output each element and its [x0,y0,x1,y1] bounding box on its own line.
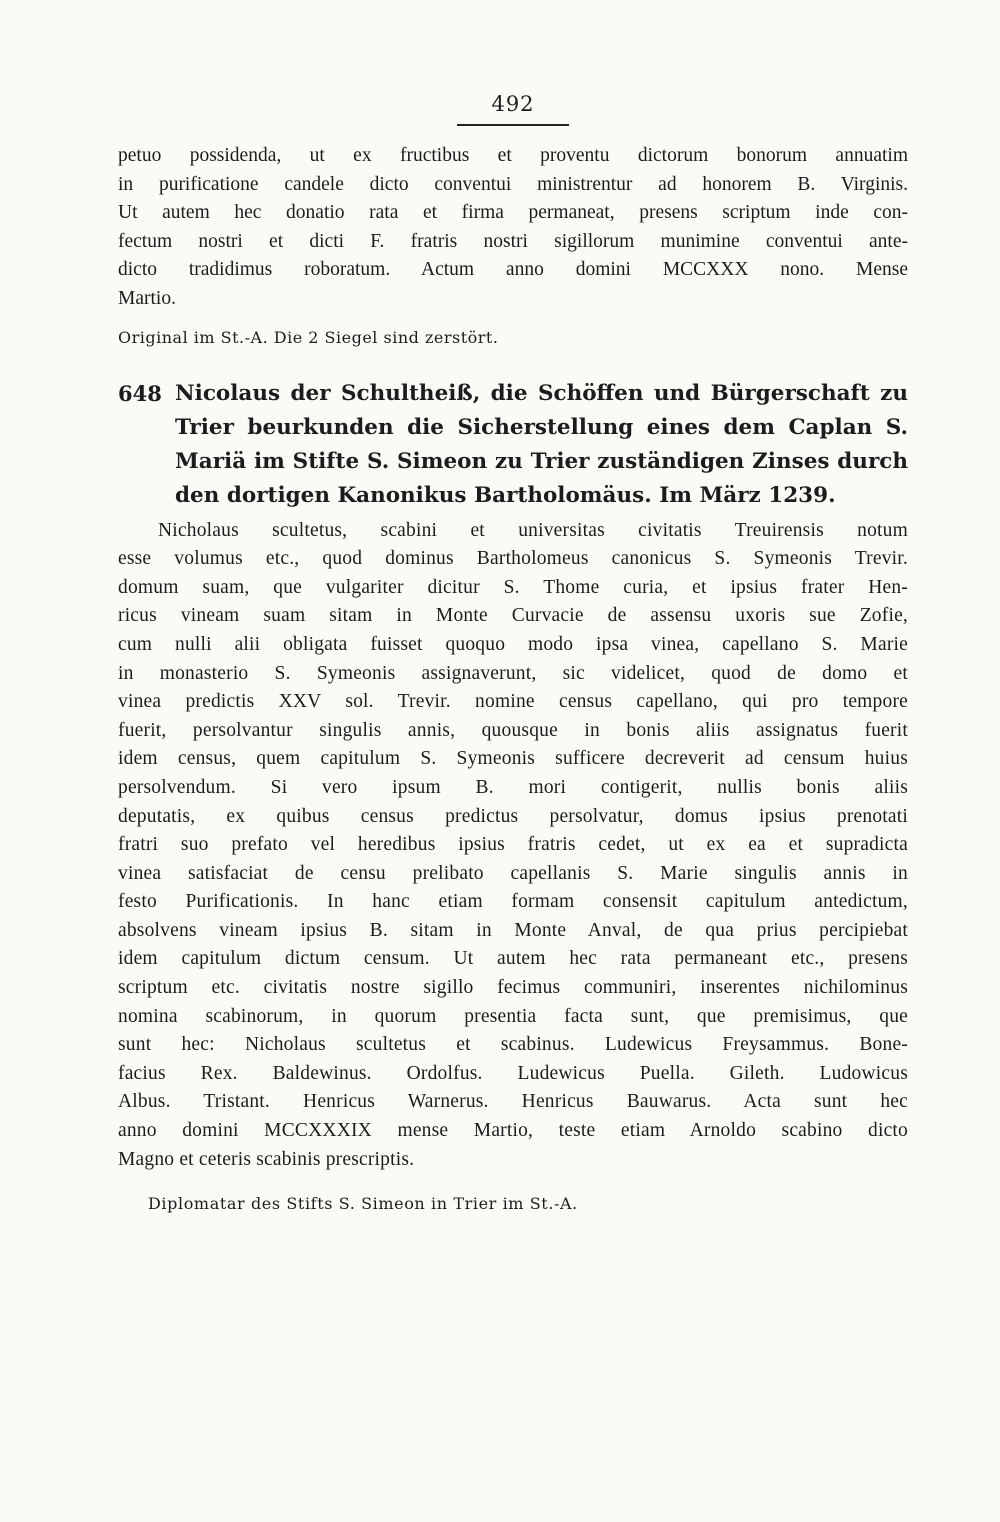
text-line: vinea predictis XXV sol. Trevir. nomine census capellano, qui pro tempore [118,691,908,713]
text-line: cum nulli alii obligata fuisset quoquo modo ipsa vinea, capellano S. Marie [118,633,908,655]
text-line: nomina scabinorum, in quorum presentia facta sunt, que premisimus, que [118,1005,908,1027]
text-line: esse volumus etc., quod dominus Bartholomeus canonicus S. Symeonis Trevir. [118,548,908,570]
page-number-rule [457,124,569,126]
text-line: Nicholaus scultetus, scabini et universitas civitatis Treuirensis notum [158,519,908,541]
text-line: festo Purificationis. In hanc etiam formam consensit capitulum antedictum, [118,891,908,913]
text-line: in purificatione candele dicto conventui ministrentur ad honorem B. Virginis. [118,173,908,195]
document-text [118,517,908,1175]
text-line: absolvens vineam ipsius B. sitam in Monte Anval, de qua prius percipiebat [118,919,908,941]
page-number: 492 [491,92,535,116]
entry-summary: Nicolaus der Schultheiß, die Schöffen und Bürgerschaft zu Trier beurkunden die Sicherstellung eines dem Caplan S. Mariä im Stifte S. Simeon zu Trier zuständigen Zinses durch den dortigen Kanonikus Bartholomäus. Im März 1239. [175,380,908,508]
text-line: persolvendum. Si vero ipsum B. mori contigerit, nullis bonis aliis [118,776,908,798]
text-line: fectum nostri et dicti F. fratris nostri sigillorum munimine conventui ante- [118,230,908,252]
text-line: anno domini MCCXXXIX mense Martio, teste etiam Arnoldo scabino dicto [118,1120,908,1142]
text-line: in monasterio S. Symeonis assignaverunt, sic videlicet, quod de domo et [118,662,908,684]
text-line: idem capitulum dictum censum. Ut autem hec rata permaneant etc., presens [118,948,908,970]
text-line: dicto tradidimus roboratum. Actum anno domini MCCXXX nono. Mense [118,259,908,281]
entry-heading [118,377,908,513]
text-line: idem census, quem capitulum S. Symeonis sufficere decreverit ad censum huius [118,748,908,770]
text-line: fratri suo prefato vel heredibus ipsius fratris cedet, ut ex ea et supradicta [118,834,908,856]
text-line: Ut autem hec donatio rata et firma permaneat, presens scriptum inde con- [118,202,908,224]
text-line: vinea satisfaciat de censu prelibato capellanis S. Marie singulis annis in [118,862,908,884]
text-line: facius Rex. Baldewinus. Ordolfus. Ludewicus Puella. Gileth. Ludowicus [118,1062,908,1084]
text-line: Albus. Tristant. Henricus Warnerus. Henricus Bauwarus. Acta sunt hec [118,1091,908,1113]
source-note: Original im St.-A. Die 2 Siegel sind zerstört. [118,327,499,347]
text-line: Magno et ceteris scabinis prescriptis. [118,1148,415,1170]
source-note-footer: Diplomatar des Stifts S. Simeon in Trier im St.-A. [148,1194,578,1214]
text-line: fuerit, persolvantur singulis annis, quousque in bonis aliis assignatus fuerit [118,719,908,741]
text-line: ricus vineam suam sitam in Monte Curvacie de assensu uxoris sue Zofie, [118,605,908,627]
continuation-paragraph [118,142,908,314]
text-line: scriptum etc. civitatis nostre sigillo fecimus communiri, inserentes nichilominus [118,977,908,999]
page [118,92,908,1213]
text-line: Martio. [118,287,176,309]
text-line: petuo possidenda, ut ex fructibus et proventu dictorum bonorum annuatim [118,145,908,166]
entry-number: 648 [118,380,162,406]
text-line: domum suam, que vulgariter dicitur S. Thome curia, et ipsius frater Hen- [118,576,908,598]
text-line: sunt hec: Nicholaus scultetus et scabinus. Ludewicus Freysammus. Bone- [118,1034,908,1056]
text-line: deputatis, ex quibus census predictus persolvatur, domus ipsius prenotati [118,805,908,827]
